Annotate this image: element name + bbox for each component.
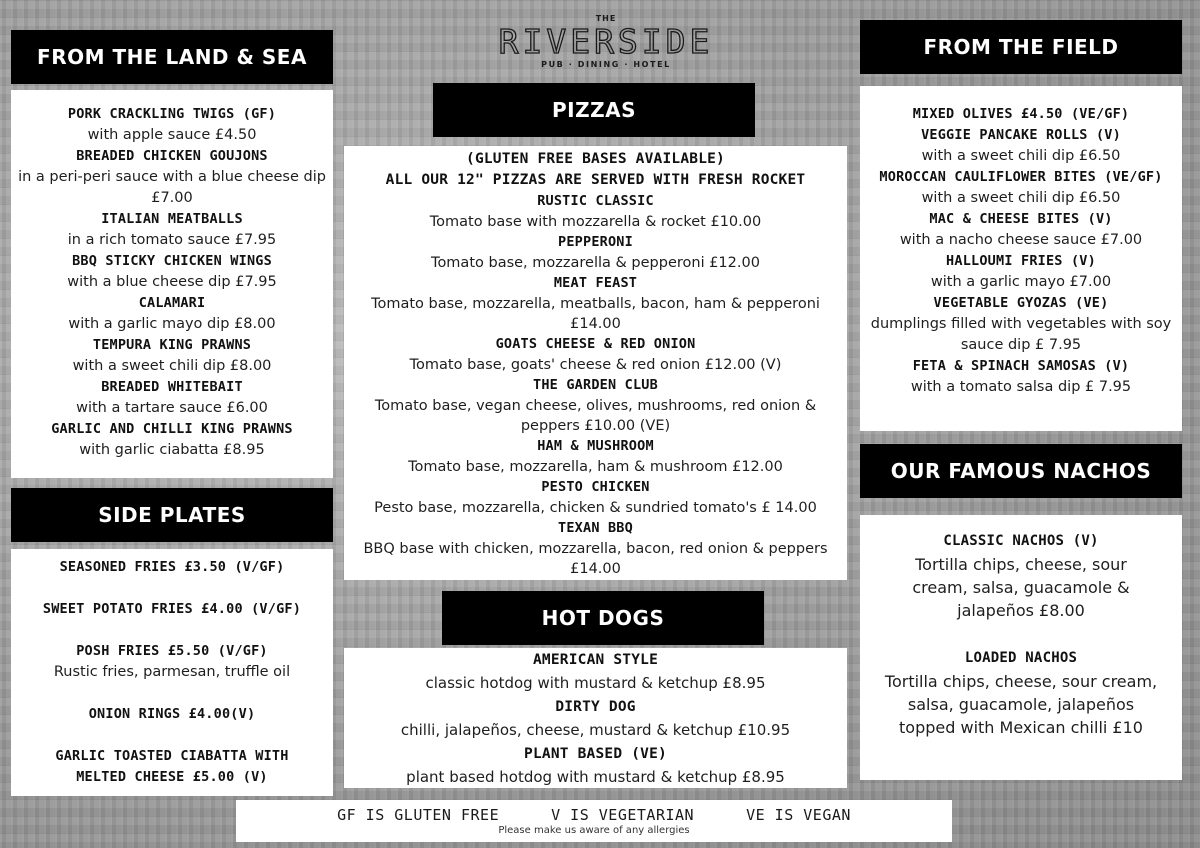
menu-item (11, 104, 333, 146)
item-desc: Rustic fries, parmesan, truffle oil (53, 664, 291, 680)
side-plates-header: SIDE PLATES (11, 488, 333, 542)
item-name: HALLOUMI FRIES (V) (946, 253, 1096, 269)
menu-item (860, 167, 1182, 209)
menu-item (860, 529, 1182, 622)
item-name: RUSTIC CLASSIC (537, 193, 654, 209)
item-desc: with a sweet chili dip £6.50 (921, 148, 1121, 164)
item-desc: Tomato base, goats' cheese & red onion £12.00 (V) (409, 357, 782, 373)
menu-item (11, 293, 333, 335)
menu-item (344, 436, 847, 477)
item-name: MIXED OLIVES £4.50 (VE/GF) (912, 106, 1130, 122)
item-name: PLANT BASED (VE) (524, 746, 667, 762)
menu-item (860, 125, 1182, 167)
item-desc: with a garlic mayo dip £8.00 (68, 316, 276, 332)
logo-the: THE (595, 14, 617, 23)
item-desc: Tomato base, mozzarella, meatballs, bacon, ham & pepperoni £14.00 (371, 296, 820, 332)
menu-item (11, 419, 333, 461)
item-name: SEASONED FRIES £3.50 (V/GF) (59, 559, 285, 575)
menu-item (11, 746, 333, 788)
item-name: DIRTY DOG (555, 699, 636, 715)
item-name: PESTO CHICKEN (541, 479, 650, 495)
allergy-notice: Please make us aware of any allergies (498, 825, 690, 836)
item-name: PEPPERONI (558, 234, 633, 250)
item-name: ITALIAN MEATBALLS (101, 211, 243, 227)
item-desc: with a sweet chili dip £8.00 (72, 358, 272, 374)
menu-item (11, 557, 333, 578)
menu-item (344, 273, 847, 334)
menu-item (344, 695, 847, 742)
item-desc: with a tomato salsa dip £ 7.95 (910, 379, 1132, 395)
menu-item (860, 209, 1182, 251)
menu-item (860, 356, 1182, 398)
menu-item (860, 251, 1182, 293)
item-name: BBQ STICKY CHICKEN WINGS (72, 253, 272, 269)
item-desc: with a blue cheese dip £7.95 (67, 274, 277, 290)
menu-item (11, 335, 333, 377)
menu-item (11, 251, 333, 293)
menu-item (344, 648, 847, 695)
item-desc: with a garlic mayo £7.00 (930, 274, 1112, 290)
item-desc: with a nacho cheese sauce £7.00 (899, 232, 1143, 248)
item-name: ONION RINGS £4.00(V) (88, 706, 256, 722)
item-name: MAC & CHEESE BITES (V) (929, 211, 1113, 227)
pizza-intro-rocket: ALL OUR 12" PIZZAS ARE SERVED WITH FRESH ROCKET (385, 172, 806, 188)
item-name: TEXAN BBQ (558, 520, 633, 536)
item-name: GOATS CHEESE & RED ONION (495, 336, 696, 352)
logo-subtitle: PUB · DINING · HOTEL (541, 60, 671, 69)
item-name: CALAMARI (138, 295, 206, 311)
item-desc: chilli, jalapeños, cheese, mustard & ketchup £10.95 (400, 721, 791, 739)
item-desc: Tomato base with mozzarella & rocket £10.00 (429, 214, 762, 230)
menu-item (344, 375, 847, 436)
item-name: VEGETABLE GYOZAS (VE) (933, 295, 1109, 311)
land-sea-header: FROM THE LAND & SEA (11, 30, 333, 84)
menu-item (11, 641, 333, 683)
menu-item (11, 209, 333, 251)
item-name: THE GARDEN CLUB (533, 377, 658, 393)
hot-dogs-header: HOT DOGS (442, 591, 764, 645)
menu-item (344, 232, 847, 273)
item-desc: Tortilla chips, cheese, sour cream, salsa, guacamole, jalapeños topped with Mexican chilli £10 (884, 672, 1158, 737)
item-desc: Pesto base, mozzarella, chicken & sundried tomato's £ 14.00 (374, 500, 817, 516)
key-gluten-free: GF IS GLUTEN FREE (337, 806, 500, 824)
item-desc: Tomato base, mozzarella & pepperoni £12.00 (431, 255, 760, 271)
item-desc: with a sweet chili dip £6.50 (921, 190, 1121, 206)
menu-item (344, 477, 847, 518)
item-name: AMERICAN STYLE (532, 652, 659, 668)
logo-name: RIVERSIDE (498, 22, 714, 61)
item-name: CLASSIC NACHOS (V) (943, 533, 1099, 549)
item-desc: classic hotdog with mustard & ketchup £8.95 (425, 674, 766, 692)
item-desc: dumplings filled with vegetables with soy sauce dip £ 7.95 (870, 316, 1172, 353)
item-desc: Tomato base, vegan cheese, olives, mushrooms, red onion & peppers £10.00 (VE) (374, 398, 817, 434)
menu-item (860, 646, 1182, 739)
menu-item (344, 742, 847, 789)
item-desc: Tomato base, mozzarella, ham & mushroom £12.00 (408, 459, 783, 475)
item-desc: with apple sauce £4.50 (87, 127, 257, 143)
item-name: GARLIC TOASTED CIABATTA WITH MELTED CHEESE £5.00 (V) (55, 748, 289, 785)
item-desc: plant based hotdog with mustard & ketchup £8.95 (406, 768, 785, 786)
logo (470, 14, 742, 76)
pizza-intro-gluten: (GLUTEN FREE BASES AVAILABLE) (466, 151, 725, 167)
menu-item (11, 377, 333, 419)
menu-item (344, 518, 847, 579)
item-name: TEMPURA KING PRAWNS (92, 337, 252, 353)
key-vegetarian: V IS VEGETARIAN (551, 806, 695, 824)
item-name: FETA & SPINACH SAMOSAS (V) (912, 358, 1130, 374)
field-header: FROM THE FIELD (860, 20, 1182, 74)
hot-dogs-panel (344, 648, 847, 788)
item-desc: BBQ base with chicken, mozzarella, bacon, red onion & peppers £14.00 (363, 541, 828, 577)
menu-item (344, 334, 847, 375)
item-desc: in a rich tomato sauce £7.95 (67, 232, 277, 248)
menu-item (11, 146, 333, 209)
nachos-panel (860, 515, 1182, 780)
item-desc: Tortilla chips, cheese, sour cream, salsa, guacamole & jalapeños £8.00 (912, 555, 1130, 620)
item-name: MEAT FEAST (553, 275, 638, 291)
item-name: SWEET POTATO FRIES £4.00 (V/GF) (42, 601, 302, 617)
item-desc: with a tartare sauce £6.00 (76, 400, 268, 416)
menu-item (11, 599, 333, 620)
menu-item (860, 104, 1182, 125)
menu-item (11, 704, 333, 725)
item-name: HAM & MUSHROOM (537, 438, 654, 454)
side-plates-panel (11, 549, 333, 796)
item-name: VEGGIE PANCAKE ROLLS (V) (921, 127, 1121, 143)
item-name: BREADED CHICKEN GOUJONS (76, 148, 268, 164)
land-sea-panel (11, 90, 333, 478)
item-name: PORK CRACKLING TWIGS (GF) (67, 106, 277, 122)
menu-item (860, 293, 1182, 356)
pizzas-header: PIZZAS (433, 83, 755, 137)
item-name: POSH FRIES £5.50 (V/GF) (76, 643, 268, 659)
nachos-header: OUR FAMOUS NACHOS (860, 444, 1182, 498)
pizzas-panel (344, 146, 847, 580)
menu-item (344, 191, 847, 232)
item-name: GARLIC AND CHILLI KING PRAWNS (51, 421, 293, 437)
item-name: MOROCCAN CAULIFLOWER BITES (VE/GF) (879, 169, 1163, 185)
field-panel (860, 86, 1182, 431)
item-name: LOADED NACHOS (964, 650, 1078, 666)
key-vegan: VE IS VEGAN (746, 806, 851, 824)
item-name: BREADED WHITEBAIT (101, 379, 243, 395)
dietary-key (236, 800, 952, 842)
item-desc: in a peri-peri sauce with a blue cheese dip £7.00 (18, 169, 326, 206)
item-desc: with garlic ciabatta £8.95 (79, 442, 265, 458)
